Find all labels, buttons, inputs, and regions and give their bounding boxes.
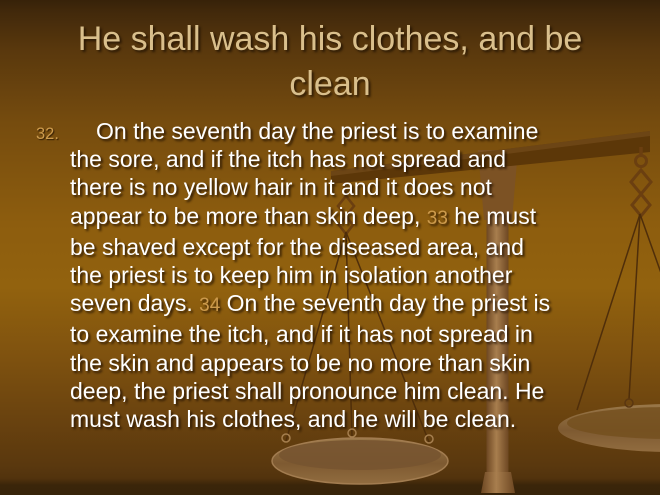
body-text-segment: deep, the priest shall pronounce him clean. He (70, 377, 545, 404)
verse-number: 34 (199, 295, 221, 317)
body-line (70, 145, 630, 173)
body-text-segment: he must (447, 202, 537, 229)
scale-left-pan (272, 438, 448, 484)
body-line (70, 261, 630, 289)
body-text-segment: must wash his clothes, and he will be clean. (70, 406, 517, 433)
verse-number: 33 (426, 207, 448, 229)
body-text-segment: to examine the itch, and if it has not spread in (70, 321, 533, 348)
body-text-segment: appear to be more than skin deep, (70, 202, 427, 229)
body-line (70, 320, 630, 348)
body-line (70, 289, 630, 320)
body-line (70, 202, 630, 233)
body-text-segment: the skin and appears to be no more than skin (70, 349, 531, 376)
body-line (70, 349, 630, 377)
slide-title: He shall wash his clothes, and be clean (77, 20, 583, 103)
body-line (70, 377, 630, 405)
body-text-segment: the sore, and if the itch has not spread and (70, 146, 507, 173)
body-text-segment: the priest is to keep him in isolation another (70, 262, 513, 289)
body-text-segment: there is no yellow hair in it and it does not (70, 174, 492, 201)
body-text-segment: On the seventh day the priest is (220, 290, 551, 317)
body-text (70, 117, 630, 433)
body-text-segment: On the seventh day the priest is to examine (96, 118, 539, 144)
body-line (70, 173, 630, 201)
body-line (70, 233, 630, 261)
body-line (70, 117, 630, 145)
body-text-segment: be shaved except for the diseased area, and (70, 233, 524, 260)
list-number: 32. (36, 125, 59, 143)
body-line (70, 405, 630, 433)
body-text-segment: seven days. (70, 290, 200, 317)
scale-right-chain (631, 147, 651, 216)
